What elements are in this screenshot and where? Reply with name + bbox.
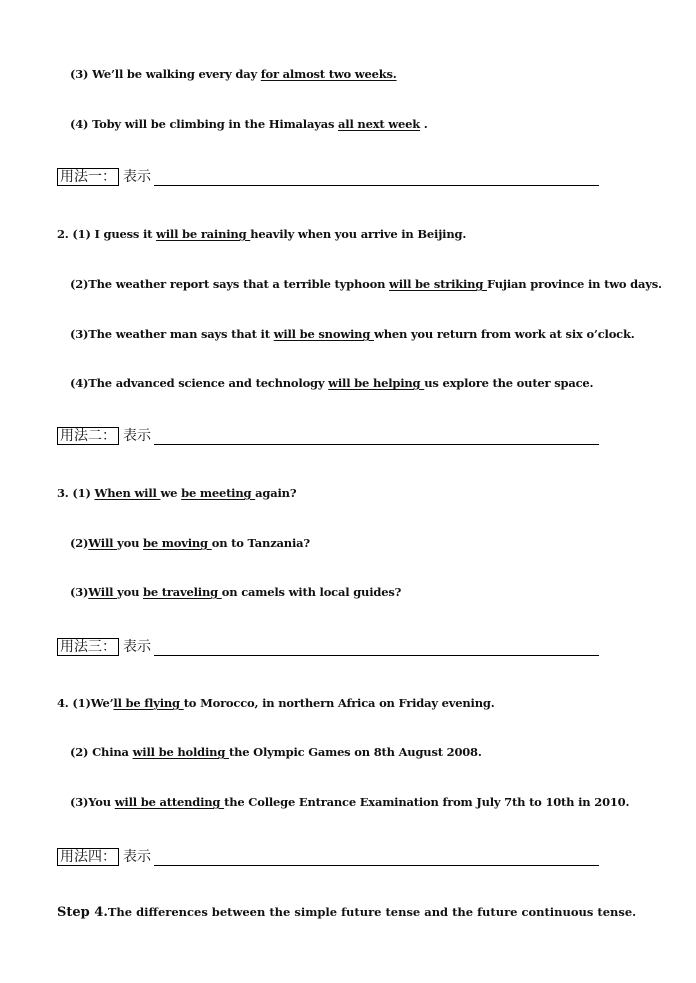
usage-label-text: 表示 <box>123 849 151 865</box>
usage-label-text: 表示 <box>123 639 151 655</box>
usage-label-box: 用法二： <box>57 427 119 445</box>
sentence-1-3: (3) We’ll be walking every day for almost two weeks. <box>70 67 397 81</box>
usage-blank-4[interactable] <box>57 848 599 866</box>
fill-in-line[interactable] <box>154 444 599 445</box>
sentence-3-2: (2)Will you be moving on to Tanzania? <box>70 536 310 550</box>
usage-label-text: 表示 <box>123 169 151 185</box>
sentence-4-2: (2) China will be holding the Olympic Games on 8th August 2008. <box>70 745 482 759</box>
step-label: Step 4. <box>57 905 108 920</box>
usage-label-box: 用法一： <box>57 168 119 186</box>
usage-blank-1[interactable] <box>57 168 599 186</box>
step-4-heading <box>57 905 636 920</box>
usage-label-box: 用法三： <box>57 638 119 656</box>
sentence-2-2: (2)The weather report says that a terrible typhoon will be striking Fujian province in two days. <box>70 277 662 291</box>
sentence-2-1: 2. (1) I guess it will be raining heavily when you arrive in Beijing. <box>57 227 467 241</box>
sentence-2-4: (4)The advanced science and technology will be helping us explore the outer space. <box>70 376 594 390</box>
sentence-1-4: (4) Toby will be climbing in the Himalayas all next week . <box>70 117 428 131</box>
fill-in-line[interactable] <box>154 655 599 656</box>
usage-label-box: 用法四： <box>57 848 119 866</box>
sentence-3-1: 3. (1) When will we be meeting again? <box>57 486 297 500</box>
step-text: The differences between the simple future tense and the future continuous tense. <box>107 905 637 919</box>
sentence-4-1: 4. (1)We’ll be flying to Morocco, in northern Africa on Friday evening. <box>57 696 495 710</box>
usage-label-text: 表示 <box>123 428 151 444</box>
sentence-2-3: (3)The weather man says that it will be snowing when you return from work at six o’clock. <box>70 327 635 341</box>
usage-blank-2[interactable] <box>57 427 599 445</box>
fill-in-line[interactable] <box>154 185 599 186</box>
sentence-4-3: (3)You will be attending the College Entrance Examination from July 7th to 10th in 2010. <box>70 795 630 809</box>
usage-blank-3[interactable] <box>57 638 599 656</box>
fill-in-line[interactable] <box>154 865 599 866</box>
sentence-3-3: (3)Will you be traveling on camels with local guides? <box>70 585 402 599</box>
